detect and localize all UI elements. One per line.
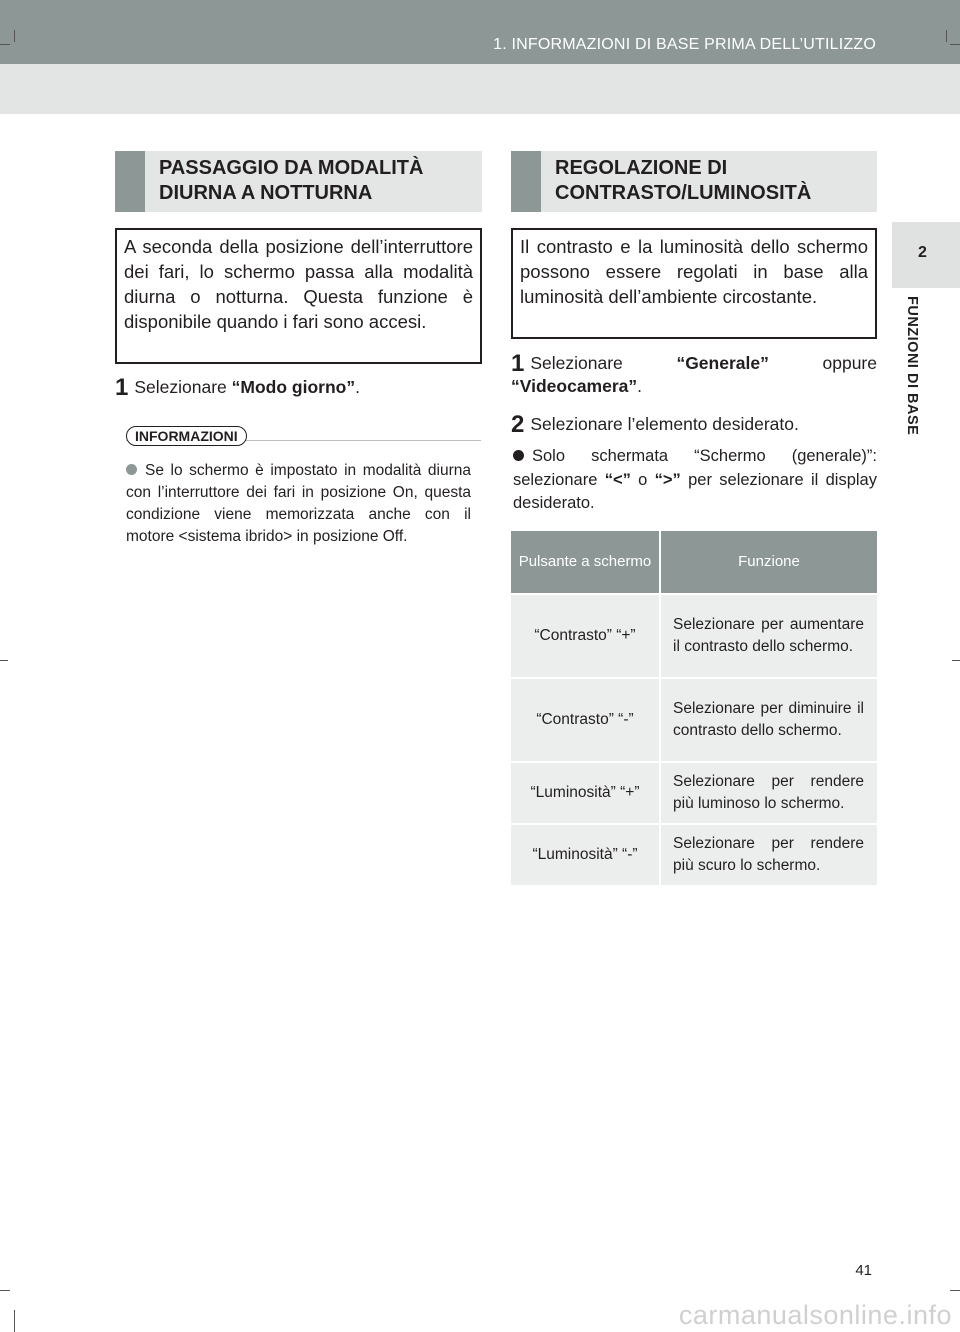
screen-general-note xyxy=(513,445,877,516)
bullet-dot-icon xyxy=(513,450,524,461)
bullet-dot-icon xyxy=(126,464,137,475)
section-heading-day-night xyxy=(115,151,482,212)
table-row xyxy=(511,823,877,885)
step-2-select-item xyxy=(511,413,799,436)
crop-mark xyxy=(946,30,947,42)
table-cell-function: Selezionare per rendere più luminoso lo schermo. xyxy=(661,761,877,823)
table-cell-function: Selezionare per aumentare il contrasto dello schermo. xyxy=(661,593,877,677)
table-cell-function: Selezionare per diminuire il contrasto dello schermo. xyxy=(661,677,877,761)
crop-mark xyxy=(0,1290,10,1291)
crop-mark xyxy=(14,30,15,42)
table-cell-function: Selezionare per rendere più scuro lo schermo. xyxy=(661,823,877,885)
column-header-function: Funzione xyxy=(661,531,877,593)
table-row xyxy=(511,593,877,677)
crop-mark xyxy=(952,660,960,661)
chapter-number: 2 xyxy=(918,244,927,261)
table-cell-button: “Luminosità” “-” xyxy=(511,823,661,885)
step-text: Selezionare l’elemento desiderato. xyxy=(530,414,799,434)
info-label: INFORMAZIONI xyxy=(126,426,247,446)
intro-box-day-night: A seconda della posizione dell’interruttore dei fari, lo schermo passa alla modalità diurna o notturna. Questa funzione è disponibile quando i fari sono accesi. xyxy=(115,228,482,364)
info-text: Se lo schermo è impostato in modalità diurna con l’interruttore dei fari in posizione On, questa condizione viene memorizzata anche con il motore <sistema ibrido> in posizione Off. xyxy=(126,462,471,545)
generale-label: “Generale” xyxy=(676,353,769,373)
table-cell-button: “Contrasto” “+” xyxy=(511,593,661,677)
chapter-title: 1. INFORMAZIONI DI BASE PRIMA DELL’UTILIZZO xyxy=(493,36,876,53)
crop-mark xyxy=(14,1310,15,1332)
note-text-mid: o xyxy=(630,470,655,489)
heading-stripe xyxy=(511,151,541,212)
step-number: 1 xyxy=(511,350,525,377)
info-item xyxy=(126,460,471,548)
step-number: 1 xyxy=(115,374,129,401)
function-table xyxy=(511,531,877,885)
table-row xyxy=(511,677,877,761)
chapter-tab[interactable] xyxy=(892,222,960,288)
intro-box-contrast: Il contrasto e la luminosità dello schermo possono essere regolati in base alla luminosità dell’ambiente circostante. xyxy=(511,228,877,339)
greater-than-label: “>” xyxy=(654,470,681,489)
step-text-end: . xyxy=(637,376,643,396)
less-than-label: “<” xyxy=(604,470,631,489)
section-heading-contrast xyxy=(511,151,877,212)
videocamera-label: “Videocamera” xyxy=(511,376,638,396)
table-row xyxy=(511,761,877,823)
crop-mark xyxy=(0,44,10,45)
chapter-label: FUNZIONI DI BASE xyxy=(904,296,920,436)
step-text-end: . xyxy=(355,377,360,397)
watermark[interactable]: carmanualsonline.info xyxy=(678,1300,952,1330)
crop-mark xyxy=(950,1290,960,1291)
table-cell-button: “Contrasto” “-” xyxy=(511,677,661,761)
step-number: 2 xyxy=(511,411,525,438)
step-1-generale xyxy=(511,352,877,398)
crop-mark xyxy=(0,660,8,661)
section-title: REGOLAZIONE DI CONTRASTO/LUMINOSITÀ xyxy=(555,157,812,204)
page-number: 41 xyxy=(855,1262,872,1279)
modo-giorno-label: “Modo giorno” xyxy=(231,377,356,397)
table-header-row xyxy=(511,531,877,593)
step-text-mid: oppure xyxy=(768,353,877,373)
header-band xyxy=(0,64,960,114)
note-text-end: per selezionare il display desiderato. xyxy=(513,470,877,512)
note-text: Solo schermata “Schermo (generale)”: selezionare xyxy=(513,447,877,489)
heading-stripe xyxy=(115,151,145,212)
crop-mark xyxy=(950,44,960,45)
step-text: Selezionare xyxy=(134,377,232,397)
table-cell-button: “Luminosità” “+” xyxy=(511,761,661,823)
header-bar xyxy=(0,0,960,64)
step-1-modo-giorno xyxy=(115,376,360,399)
column-header-button: Pulsante a schermo xyxy=(511,531,661,593)
step-text: Selezionare xyxy=(530,353,677,373)
section-title: PASSAGGIO DA MODALITÀ DIURNA A NOTTURNA xyxy=(159,157,424,204)
